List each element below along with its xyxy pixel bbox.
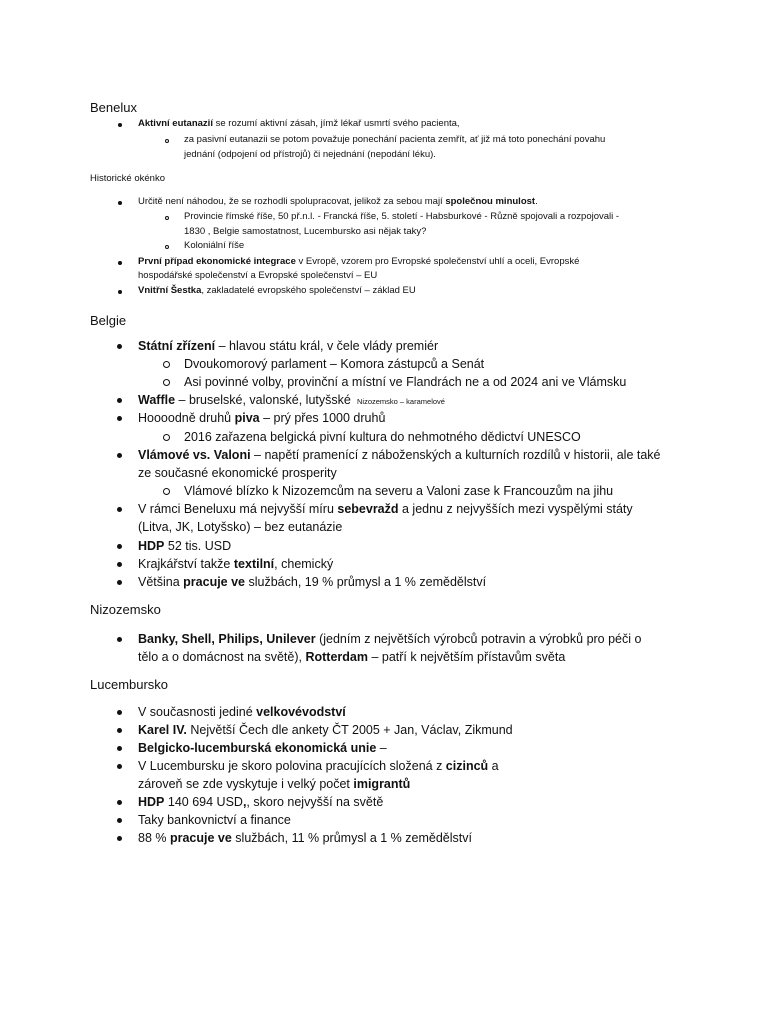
heading-belgie: Belgie <box>90 313 127 328</box>
hist-line-5 <box>138 256 579 268</box>
text: Největší Čech dle ankety ČT 2005 + Jan, Václav, Zikmund <box>186 723 513 737</box>
sub-bullet <box>163 434 170 441</box>
sub-bullet <box>165 139 169 143</box>
lucembursko-line-7: Taky bankovnictví a finance <box>138 813 291 827</box>
lucembursko-line-4 <box>138 757 499 775</box>
term: První případ ekonomické integrace <box>138 256 296 267</box>
text: , zakladatelé evropského společenství – základ EU <box>201 285 416 296</box>
belgie-line-2: Dvoukomorový parlament – Komora zástupců a Senát <box>184 357 485 371</box>
bullet <box>118 261 122 265</box>
bullet <box>117 764 122 769</box>
text: Hoooodně druhů <box>138 411 235 425</box>
benelux-line-2: za pasivní eutanazii se potom považuje ponechání pacienta zemřít, ať již má toto ponechání povahu <box>184 134 606 145</box>
lucembursko-line-8 <box>138 829 472 847</box>
sub-bullet <box>163 379 170 386</box>
lucembursko-line-5 <box>138 775 410 793</box>
heading-benelux: Benelux <box>90 100 137 115</box>
text: – <box>376 741 387 755</box>
term: Aktivní eutanazií <box>138 118 213 129</box>
text: – napětí pramenící z náboženských a kulturních rozdílů v historii, ale také <box>250 448 661 462</box>
text: se rozumí aktivní zásah, jímž lékař usmrtí svého pacienta, <box>212 118 460 129</box>
bullet <box>117 728 122 733</box>
text: V rámci Beneluxu má nejvyšší míru <box>138 502 338 516</box>
text: V současnosti jediné <box>138 705 257 719</box>
sub-bullet <box>163 361 170 368</box>
hist-line-4: Koloniální říše <box>184 240 245 251</box>
text: 88 % <box>138 831 170 845</box>
bullet <box>118 201 122 205</box>
bullet <box>117 800 122 805</box>
bullet <box>117 710 122 715</box>
hist-line-3: 1830 , Belgie samostatnost, Lucembursko asi nějak taky? <box>184 226 427 237</box>
bullet <box>117 562 122 567</box>
bullet <box>117 416 122 421</box>
bullet <box>118 123 122 127</box>
bullet <box>117 818 122 823</box>
term: společnou minulost <box>445 196 536 207</box>
text: . <box>535 196 538 207</box>
text: – bruselské, valonské, lutyšské <box>175 393 351 407</box>
text: 52 tis. USD <box>164 539 232 553</box>
text: , skoro nejvyšší na světě <box>246 795 384 809</box>
term: piva <box>234 411 260 425</box>
term: Waffle <box>138 393 176 407</box>
term: Banky, Shell, Philips, Unilever <box>138 632 316 646</box>
bullet <box>117 746 122 751</box>
text: 140 694 USD <box>164 795 243 809</box>
term: pracuje ve <box>169 831 232 845</box>
text: – hlavou státu král, v čele vlády premiér <box>215 339 439 353</box>
bullet <box>117 544 122 549</box>
text: službách, 11 % průmysl a 1 % zemědělství <box>231 831 472 845</box>
lucembursko-line-3 <box>138 739 387 757</box>
term: HDP <box>138 795 165 809</box>
heading-historicke-okenko: Historické okénko <box>90 173 165 184</box>
belgie-line-7 <box>138 446 661 464</box>
text: V Lucembursku je skoro polovina pracujících složená z <box>138 759 446 773</box>
benelux-line-1 <box>138 118 460 130</box>
text: (jedním z největších výrobců potravin a výrobků pro péči o <box>315 632 642 646</box>
text: a <box>488 759 499 773</box>
text: Krajkářství takže <box>138 557 234 571</box>
sub-bullet <box>163 488 170 495</box>
hist-line-2: Provincie římské říše, 50 př.n.l. - Francká říše, 5. století - Habsburkové - Různě spojovali a rozpojovali - <box>184 211 620 222</box>
term: Belgicko-lucemburská ekonomická unie <box>138 741 377 755</box>
term: imigrantů <box>353 777 411 791</box>
text: zároveň se zde vyskytuje i velký počet <box>138 777 354 791</box>
bullet <box>117 507 122 512</box>
term: Státní zřízení <box>138 339 216 353</box>
belgie-line-5 <box>138 409 385 427</box>
sub-bullet <box>165 245 169 249</box>
text: Většina <box>138 575 184 589</box>
term: Vnitřní Šestka <box>138 285 202 296</box>
belgie-line-11: (Litva, JK, Lotyšsko) – bez eutanázie <box>138 520 343 534</box>
term: pracuje ve <box>183 575 246 589</box>
text: Určitě není náhodou, že se rozhodli spolupracovat, jelikož za sebou mají <box>138 196 446 207</box>
term: HDP <box>138 539 165 553</box>
belgie-line-9: Vlámové blízko k Nizozemcům na severu a Valoni zase k Francouzům na jihu <box>184 484 614 498</box>
belgie-line-8: ze současné ekonomické prosperity <box>138 466 337 480</box>
sub-bullet <box>165 216 169 220</box>
belgie-line-10 <box>138 500 633 518</box>
belgie-line-13 <box>138 555 333 573</box>
term: velkovévodství <box>256 705 346 719</box>
belgie-line-12 <box>138 537 231 555</box>
term: , <box>242 795 247 809</box>
hist-line-7 <box>138 285 416 297</box>
term: Karel IV. <box>138 723 187 737</box>
belgie-note: Nizozemsko – karamelové <box>357 397 445 406</box>
hist-line-1 <box>138 196 538 208</box>
heading-nizozemsko: Nizozemsko <box>90 602 161 617</box>
bullet <box>117 453 122 458</box>
belgie-line-3: Asi povinné volby, provinční a místní ve Flandrách ne a od 2024 ani ve Vlámsku <box>184 375 627 389</box>
text: – patří k největším přístavům světa <box>367 650 566 664</box>
text: , chemický <box>274 557 334 571</box>
bullet <box>117 637 122 642</box>
belgie-line-4 <box>138 391 351 409</box>
lucembursko-line-6 <box>138 793 383 811</box>
bullet <box>117 580 122 585</box>
term: Rotterdam <box>305 650 368 664</box>
heading-lucembursko: Lucembursko <box>90 677 169 692</box>
text: tělo a o domácnost na světě), <box>138 650 306 664</box>
belgie-line-14 <box>138 573 486 591</box>
belgie-line-1 <box>138 337 438 355</box>
bullet <box>117 836 122 841</box>
term: textilní <box>233 557 275 571</box>
term: cizinců <box>445 759 489 773</box>
term: sebevražd <box>337 502 399 516</box>
lucembursko-line-1 <box>138 703 346 721</box>
term: Vlámové vs. Valoni <box>138 448 251 462</box>
bullet <box>117 344 122 349</box>
nizozemsko-line-1 <box>138 630 641 648</box>
nizozemsko-line-2 <box>138 648 565 666</box>
lucembursko-line-2 <box>138 721 513 739</box>
hist-line-6: hospodářské společenství a Evropské společenství – EU <box>138 270 378 281</box>
bullet <box>117 398 122 403</box>
belgie-line-6: 2016 zařazena belgická pivní kultura do nehmotného dědictví UNESCO <box>184 430 581 444</box>
text: a jednu z nejvyšších mezi vyspělými státy <box>398 502 633 516</box>
bullet <box>118 290 122 294</box>
benelux-line-3: jednání (odpojení od přístrojů) či nejednání (nepodání léku). <box>184 149 436 160</box>
text: v Evropě, vzorem pro Evropské společenství uhlí a oceli, Evropské <box>295 256 580 267</box>
text: službách, 19 % průmysl a 1 % zemědělství <box>245 575 487 589</box>
text: – prý přes 1000 druhů <box>259 411 386 425</box>
